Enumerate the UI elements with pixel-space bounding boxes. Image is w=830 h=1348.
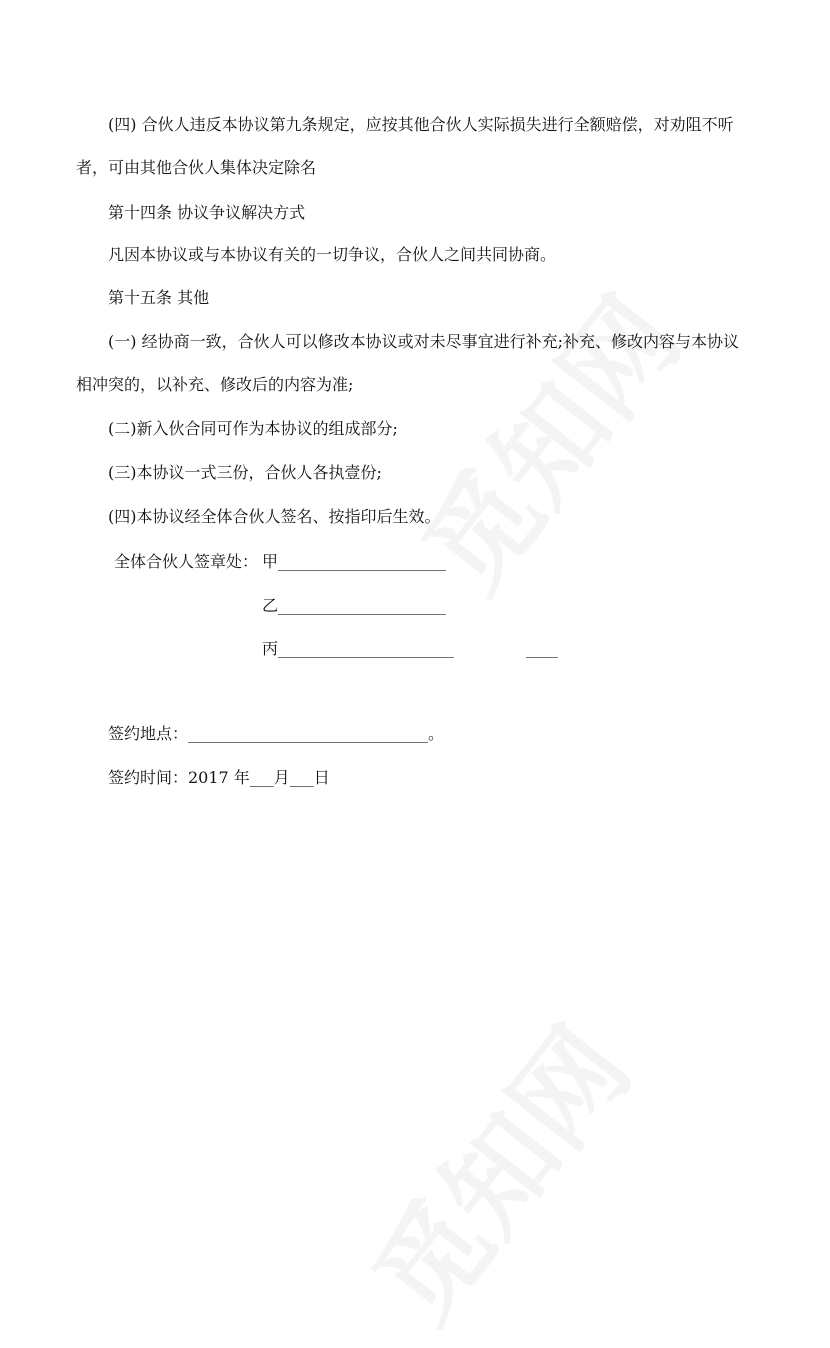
signature-line-party-b: 乙_____________________ — [262, 596, 447, 615]
signing-time: 签约时间：2017 年___月___日 — [108, 768, 330, 787]
signature-label: 全体合伙人签章处： — [114, 552, 259, 571]
clause-15-title: 第十五条 其他 — [108, 288, 210, 307]
clause-15-item-3: (三)本协议一式三份，合伙人各执壹份; — [108, 463, 382, 482]
clause-14-title: 第十四条 协议争议解决方式 — [108, 203, 306, 222]
clause-13-item-4-line2: 者，可由其他合伙人集体决定除名 — [76, 158, 317, 177]
signature-line-party-c-extra: ____ — [526, 639, 558, 658]
clause-15-item-4: (四)本协议经全体合伙人签名、按指印后生效。 — [108, 507, 441, 526]
signature-line-party-a: 甲_____________________ — [262, 552, 447, 571]
clause-13-item-4-line1: (四) 合伙人违反本协议第九条规定，应按其他合伙人实际损失进行全额赔偿，对劝阻不听 — [108, 115, 734, 134]
clause-15-item-1-line1: (一) 经协商一致，合伙人可以修改本协议或对未尽事宜进行补充;补充、修改内容与本协议 — [108, 332, 739, 351]
clause-14-body: 凡因本协议或与本协议有关的一切争议，合伙人之间共同协商。 — [108, 245, 557, 264]
watermark-text — [331, 990, 659, 1347]
signature-line-party-c: 丙______________________ — [262, 639, 455, 658]
signing-place: 签约地点：______________________________。 — [108, 724, 445, 743]
clause-15-item-2: (二)新入伙合同可作为本协议的组成部分; — [108, 419, 398, 438]
clause-15-item-1-line2: 相冲突的，以补充、修改后的内容为准; — [76, 375, 354, 394]
